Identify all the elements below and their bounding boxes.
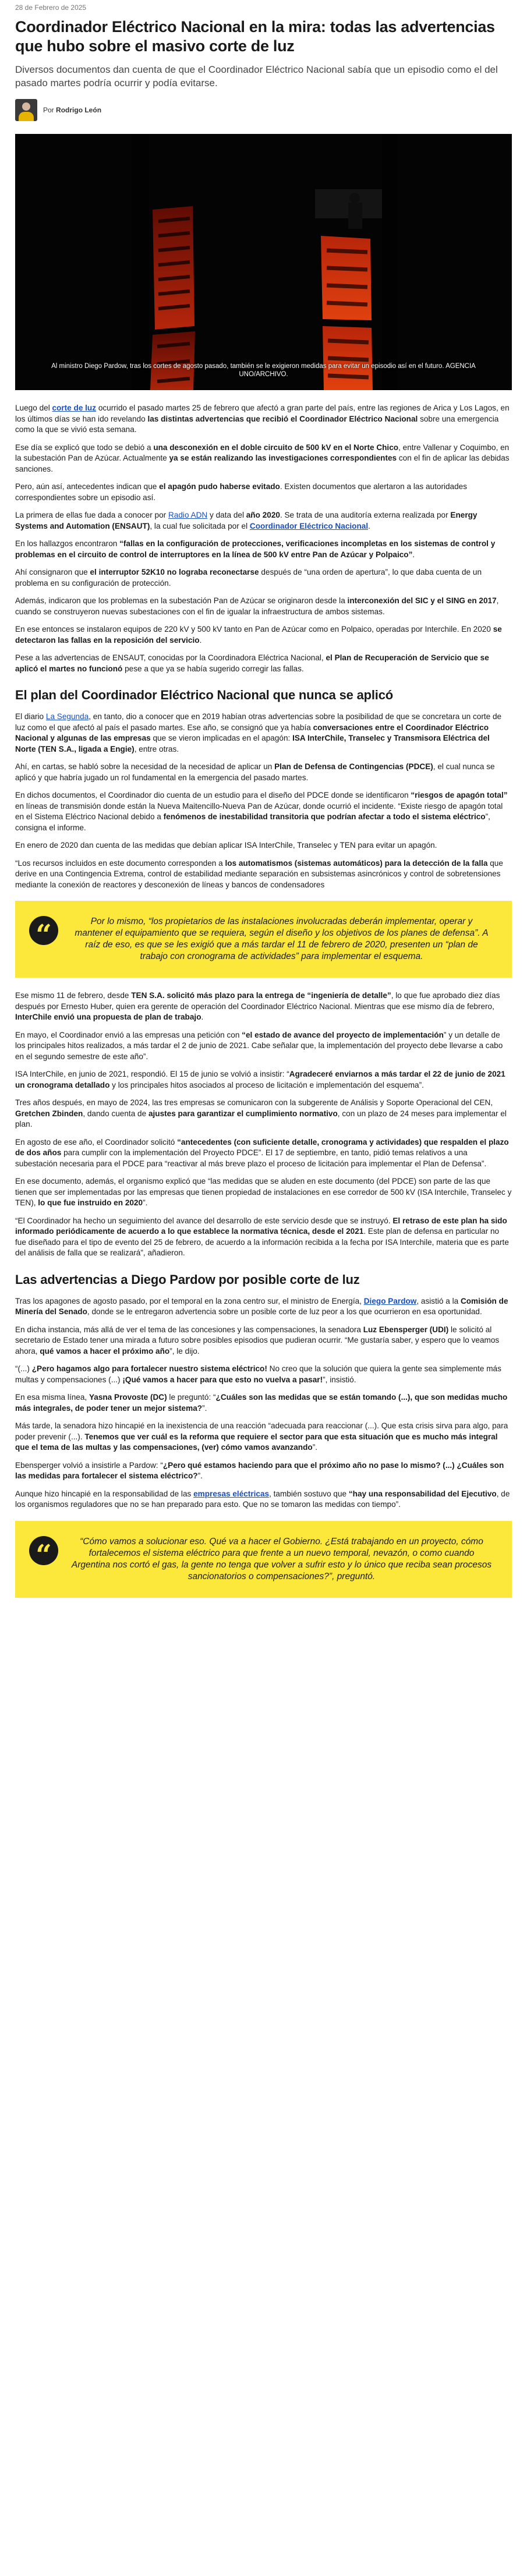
link-la-segunda[interactable]: La Segunda bbox=[45, 712, 89, 721]
paragraph: La primera de ellas fue dada a conocer por Radio ADN y data del año 2020. Se trata de una auditoría externa realizada por Energy Systems and Automation (ENSAUT), la cual fue solicitada por el Coordinador Eléctrico Nacional. bbox=[15, 511, 478, 530]
paragraph: Ese mismo 11 de febrero, desde TEN S.A. solicitó más plazo para la entrega de “ingeniería de detalle”, lo que fue aprobado diez días después por Ernesto Huber, quien era gerente de operación del Coordinador Eléctrico Nacional. Mientras que ese mismo día de febrero, InterChile envió una propuesta de plan de trabajo. bbox=[15, 991, 500, 1021]
section-heading: El plan del Coordinador Eléctrico Nacional que nunca se aplicó bbox=[15, 688, 393, 702]
pull-quote bbox=[15, 1521, 512, 1598]
pull-quote-text: “Cómo vamos a solucionar eso. Qué va a hacer el Gobierno. ¿Está trabajando en un proyecto, cómo fortalecemos el sistema eléctrico para que frente a un nuevo temporal, nevazón, o como cuando Argentina nos cortó el gas, la gente no tenga que volver a sufrir esto y lo único que reciba sean procesos sancionatorios o compensaciones?”, preguntó. bbox=[71, 1536, 492, 1581]
paragraph: En ese documento, además, el organismo explicó que “las medidas que se aluden en este documento (del PDCE) son parte de las que tienen que ser implementadas por las empresas que tienen propiedad de instalaciones en ese corredor de 500 kV (ISA Interchile, Transelec y TEN), lo que fue instruido en 2020”. bbox=[15, 1177, 512, 1207]
paragraph: En agosto de ese año, el Coordinador solicitó “antecedentes (con suficiente detalle, cronograma y actividades) que respalden el plazo de dos años para cumplir con la implementación del Proyecto PDCE”. El 17 de septiembre, en tanto, pidió temas relativos a una subestación necesaria para el PDCE para “reactivar al más breve plazo el proceso de licitación para implementar el Plan de Defensa”. bbox=[15, 1137, 509, 1168]
paragraph: Aunque hizo hincapié en la responsabilidad de las empresas eléctricas, también sostuvo que “hay una responsabilidad del Ejecutivo, de los organismos reguladores que no se han preparado para esto. Que no se tomaron las medidas con tiempo”. bbox=[15, 1489, 510, 1509]
paragraph: En ese entonces se instalaron equipos de 220 kV y 500 kV tanto en Pan de Azúcar como en Polpaico, operadas por Interchile. En 2020 se detectaron las fallas en la reposición del servicio. bbox=[15, 625, 502, 645]
paragraph: En mayo, el Coordinador envió a las empresas una petición con “el estado de avance del proyecto de implementación” y un detalle de los principales hitos realizados, a más tardar el 2 de junio de 2021. Cabe señalar que, la implementación del proyecto debe llevarse a cabo en el segundo semestre de este año”. bbox=[15, 1030, 503, 1061]
author-avatar[interactable] bbox=[15, 99, 37, 121]
link-corte-de-luz[interactable]: corte de luz bbox=[52, 404, 97, 412]
pull-quote bbox=[15, 901, 512, 978]
paragraph: Luego del corte de luz ocurrido el pasado martes 25 de febrero que afectó a gran parte del país, entre las regiones de Arica y Los Lagos, en los últimos días se han ido revelando las distintas advertencias que recibió el Coordinador Eléctrico Nacional sobre una emergencia como la que se vivió esta semana. bbox=[15, 404, 510, 434]
paragraph: Ese día se explicó que todo se debió a una desconexión en el doble circuito de 500 kV en el Norte Chico, entre Vallenar y Coquimbo, en la subestación Pan de Azúcar. Actualmente ya se están realizando las investigaciones correspondientes con el fin de aplicar las debidas sanciones. bbox=[15, 443, 510, 473]
quote-icon: “ bbox=[29, 916, 58, 945]
article bbox=[15, 0, 512, 1598]
paragraph: Ahí consignaron que el interruptor 52K10 no lograba reconectarse después de “una orden de apertura”, lo que daba cuenta de un problema en su configuración de protección. bbox=[15, 568, 482, 588]
photo-caption: Al ministro Diego Pardow, tras los cortes de agosto pasado, también se le exigieron medidas para evitar un episodio así en el futuro. AGENCIA UNO/ARCHIVO. bbox=[51, 363, 476, 378]
link-empresas-electricas[interactable]: empresas eléctricas bbox=[193, 1489, 270, 1498]
paragraph: Tres años después, en mayo de 2024, las tres empresas se comunicaron con la subgerente de Análisis y Soporte Operacional del CEN, Gretchen Zbinden, dando cuenta de ajustes para garantizar el cumplimiento normativo, con un plazo de 24 meses para implementar el plan. bbox=[15, 1098, 507, 1128]
article-date: 28 de Febrero de 2025 bbox=[15, 3, 87, 12]
pull-quote-text: Por lo mismo, “los propietarios de las instalaciones involucradas deberán implementar, operar y mantener el equipamiento que se requiera, según el diseño y los objetivos de los planes de defensa”. A raíz de eso, es que se les exigió que a más tardar el 11 de febrero de 2020, presenten un “plan de trabajo con cronograma de actividades” para implementar el esquema. bbox=[75, 917, 489, 961]
quote-icon: “ bbox=[29, 1536, 58, 1565]
paragraph: En esa misma línea, Yasna Provoste (DC) le preguntó: “¿Cuáles son las medidas que se están tomando (...), que son medidas mucho más integrales, de poder tener un mejor sistema?”. bbox=[15, 1393, 508, 1413]
hero-photo-art bbox=[15, 134, 512, 390]
hero-photo bbox=[15, 134, 512, 390]
paragraph: ISA InterChile, en junio de 2021, respondió. El 15 de junio se volvió a insistir: “Agradeceré enviarnos a más tardar el 22 de junio de 2021 un cronograma detallado y los principales hitos asociados al proceso de licitación e implementación del esquema”. bbox=[15, 1070, 505, 1089]
paragraph: Ebensperger volvió a insistirle a Pardow: “¿Pero qué estamos haciendo para que el próximo año no pase lo mismo? (...) ¿Cuáles son las medidas para fortalecer el sistema eléctrico?”. bbox=[15, 1460, 504, 1480]
paragraph: Más tarde, la senadora hizo hincapié en la inexistencia de una reacción “adecuada para reaccionar (...). Que esta crisis sirva para algo, para poder prevenir (...). Tenemos que ver cuál es la reforma que requiere el sector para que esta situación que es mucho más integral que el tema de las multas y las compensaciones, (ver) cómo vamos avanzando”. bbox=[15, 1421, 508, 1452]
link-coordinador[interactable]: Coordinador Eléctrico Nacional bbox=[249, 521, 369, 530]
link-diego-pardow[interactable]: Diego Pardow bbox=[363, 1296, 417, 1305]
paragraph: “El Coordinador ha hecho un seguimiento del avance del desarrollo de este servicio desde que se instruyó. El retraso de este plan ha sido informado periódicamente de acuerdo a lo que establece la normativa técnica, desde el 2021. Este plan de defensa en particular no fue diseñado para el tipo de evento del 25 de febrero, de acuerdo a la información recibida a la fecha por ISA Interchile, materia que es parte del análisis de falla que se realizará”, añadieron. bbox=[15, 1216, 509, 1257]
paragraph: Pero, aún así, antecedentes indican que el apagón pudo haberse evitado. Existen documentos que alertaron a las autoridades correspondientes sobre un episodio así. bbox=[15, 482, 468, 502]
article-title: Coordinador Eléctrico Nacional en la mira: todas las advertencias que hubo sobre el masivo corte de luz bbox=[15, 18, 495, 55]
paragraph: Pese a las advertencias de ENSAUT, conocidas por la Coordinadora Eléctrica Nacional, el Plan de Recuperación de Servicio que se aplicó el martes no funcionó pese a que ya se había sugerido corregir las fallas. bbox=[15, 653, 489, 673]
link-radio-adn[interactable]: Radio ADN bbox=[168, 511, 208, 519]
paragraph: Ahí, en cartas, se habló sobre la necesidad de la necesidad de aplicar un Plan de Defensa de Contingencias (PDCE), el cual nunca se aplicó y que habría jugado un rol fundamental en la emergencia del pasado martes. bbox=[15, 762, 495, 782]
author-name[interactable]: Por Rodrigo León bbox=[43, 106, 102, 114]
paragraph: En dichos documentos, el Coordinador dio cuenta de un estudio para el diseño del PDCE donde se identificaron “riesgos de apagón total” en líneas de transmisión donde están la Nueva Maitencillo-Nueva Pan de Azúcar, donde ocurrió el incidente. “Existe riesgo de apagón total en el Sistema Eléctrico Nacional debido a fenómenos de inestabilidad transitoria que podrían afectar a todo el sistema eléctrico”, consigna el informe. bbox=[15, 791, 508, 832]
article-subtitle: Diversos documentos dan cuenta de que el Coordinador Eléctrico Nacional sabía que un episodio como el del pasado martes podría ocurrir y podía evitarse. bbox=[15, 64, 498, 89]
section-heading: Las advertencias a Diego Pardow por posible corte de luz bbox=[15, 1272, 360, 1287]
paragraph: En enero de 2020 dan cuenta de las medidas que debían aplicar ISA InterChile, Transelec y TEN para evitar un apagón. bbox=[15, 841, 437, 850]
paragraph: Además, indicaron que los problemas en la subestación Pan de Azúcar se originaron desde la interconexión del SIC y el SING en 2017, cuando se construyeron nuevas subestaciones con el fin de igualar la infraestructura de ambos sistemas. bbox=[15, 596, 499, 616]
paragraph: En los hallazgos encontraron “fallas en la configuración de protecciones, verificaciones incompletas en los sistemas de control y problemas en el circuito de control de interruptores en la línea de 500 kV entre Pan de Azúcar y Polpaico”. bbox=[15, 539, 496, 559]
paragraph: En dicha instancia, más allá de ver el tema de las concesiones y las compensaciones, la senadora Luz Ebensperger (UDI) le solicitó al secretario de Estado tener una mirada a futuro sobre posibles episodios que pudieran ocurrir. “Me gustaría saber, y espero que lo veamos ahora, qué vamos a hacer el próximo año”, le dijo. bbox=[15, 1325, 500, 1356]
paragraph: El diario La Segunda, en tanto, dio a conocer que en 2019 habían otras advertencias sobre la posibilidad de que se concretara un corte de luz como el que afectó al país el pasado martes. Ese año, se consignó que ya había conversaciones entre el Coordinador Eléctrico Nacional y algunas de las empresas que se vieron implicadas en el apagón: ISA InterChile, Transelec y Transmisora Eléctrica del Norte (TEN S.A., ligada a Engie), entre otras. bbox=[15, 712, 502, 753]
paragraph: “(...) ¿Pero hagamos algo para fortalecer nuestro sistema eléctrico! No creo que la solución que quiera la gente sea simplemente más multas y compensaciones (...) ¡Qué vamos a hacer para que esto no vuelva a pasar!”, insistió. bbox=[15, 1364, 501, 1384]
paragraph: “Los recursos incluidos en este documento corresponden a los automatismos (sistemas automáticos) para la detección de la falla que derive en una Contingencia Extrema, control de estabilidad mediante separación en subsistemas asincrónicos y control de sobretensiones mediante la conexión de reactores y desconexión de líneas y bancos de condensadores bbox=[15, 858, 503, 889]
byline bbox=[15, 99, 512, 121]
paragraph: Tras los apagones de agosto pasado, por el temporal en la zona centro sur, el ministro de Energía, Diego Pardow, asistió a la Comisión de Minería del Senado, donde se le entregaron advertencia sobre un posible corte de luz peor a los que ocurrieron en esa oportunidad. bbox=[15, 1296, 508, 1316]
